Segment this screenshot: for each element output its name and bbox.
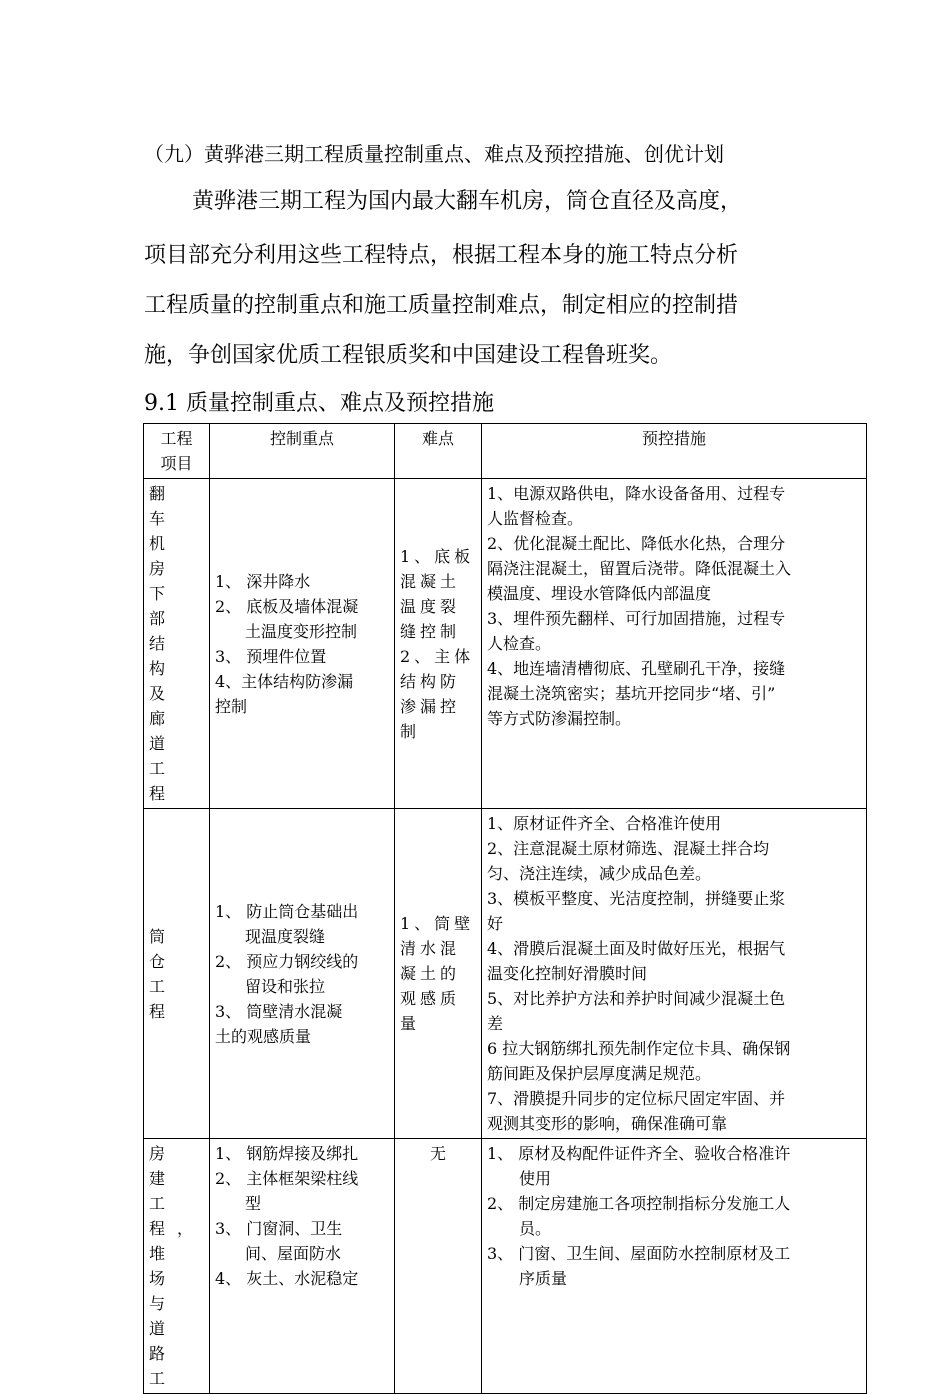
measure-line: 3、模板平整度、光洁度控制，拼缝要止浆 bbox=[487, 889, 786, 908]
key-point-line: 2、 预应力钢绞线的 bbox=[215, 951, 359, 971]
key-point-line: 控制 bbox=[215, 696, 248, 716]
key-point-line: 3、 筒壁清水混凝 bbox=[215, 1001, 343, 1021]
measure-line: 差 bbox=[487, 1014, 504, 1033]
project-name: 筒仓工程 bbox=[149, 926, 178, 1021]
measure-line: 使用 bbox=[487, 1169, 552, 1188]
table-row bbox=[144, 479, 867, 809]
measure-line: 序质量 bbox=[487, 1269, 568, 1288]
project-name: 房建工程，堆场与道路工 bbox=[149, 1144, 206, 1388]
project-cell bbox=[144, 1139, 210, 1394]
intro-line-4: 施，争创国家优质工程银质奖和中国建设工程鲁班奖。 bbox=[144, 343, 673, 368]
measure-line: 7、滑膜提升同步的定位标尺固定牢固、并 bbox=[487, 1089, 786, 1108]
key-point-line: 间、屋面防水 bbox=[245, 1244, 342, 1263]
table-row bbox=[144, 809, 867, 1139]
key-points-cell bbox=[210, 479, 395, 809]
key-point-line: 现温度裂缝 bbox=[245, 926, 326, 946]
key-point-line: 1、 深井降水 bbox=[215, 571, 311, 591]
section-heading: （九）黄骅港三期工程质量控制重点、难点及预控措施、创优计划 bbox=[144, 142, 724, 166]
measure-line: 员。 bbox=[487, 1219, 552, 1238]
header-key-points: 控制重点 bbox=[210, 424, 395, 479]
measure-line: 1、原材证件齐全、合格准许使用 bbox=[487, 814, 722, 833]
table-row bbox=[144, 1139, 867, 1394]
intro-line-2: 项目部充分利用这些工程特点，根据工程本身的施工特点分析 bbox=[144, 243, 739, 268]
measure-line: 等方式防渗漏控制。 bbox=[487, 709, 632, 728]
header-difficulties: 难点 bbox=[395, 424, 482, 479]
difficulties-cell bbox=[395, 1139, 482, 1394]
difficulties-cell bbox=[395, 809, 482, 1139]
key-points-cell bbox=[210, 809, 395, 1139]
measure-line: 混凝土浇筑密实；基坑开挖同步“堵、引” bbox=[487, 684, 776, 703]
measure-line: 2、优化混凝土配比、降低水化热，合理分 bbox=[487, 534, 786, 553]
key-point-line: 1、 钢筋焊接及绑扎 bbox=[215, 1144, 359, 1163]
measure-line: 4、地连墙清槽彻底、孔壁刷孔干净，接缝 bbox=[487, 659, 786, 678]
measure-line: 人检查。 bbox=[487, 634, 552, 653]
measure-line: 隔浇注混凝土，留置后浇带。降低混凝土入 bbox=[487, 559, 792, 578]
key-point-line: 土的观感质量 bbox=[215, 1026, 312, 1046]
header-measures: 预控措施 bbox=[482, 424, 867, 479]
measure-line: 筋间距及保护层厚度满足规范。 bbox=[487, 1064, 712, 1083]
measure-line: 3、埋件预先翻样、可行加固措施，过程专 bbox=[487, 609, 786, 628]
key-point-line: 3、 门窗洞、卫生 bbox=[215, 1219, 343, 1238]
project-cell bbox=[144, 479, 210, 809]
header-project-line-1: 工程 bbox=[160, 429, 193, 448]
key-point-line: 2、 底板及墙体混凝 bbox=[215, 596, 359, 616]
key-point-line: 型 bbox=[245, 1194, 262, 1213]
measure-line: 6 拉大钢筋绑扎预先制作定位卡具、确保钢 bbox=[487, 1039, 791, 1058]
key-point-line: 2、 主体框架梁柱线 bbox=[215, 1169, 359, 1188]
project-name: 翻车机房下部结构及廊道工程 bbox=[149, 484, 178, 803]
measure-line: 2、注意混凝土原材筛选、混凝土拌合均 bbox=[487, 839, 770, 858]
measure-line: 人监督检查。 bbox=[487, 509, 584, 528]
measure-line: 3、 门窗、卫生间、屋面防水控制原材及工 bbox=[487, 1244, 791, 1263]
intro-line-1: 黄骅港三期工程为国内最大翻车机房，筒仓直径及高度， bbox=[192, 189, 743, 214]
measure-line: 1、 原材及构配件证件齐全、验收合格准许 bbox=[487, 1144, 791, 1163]
measure-line: 匀、浇注连续，减少成品色差。 bbox=[487, 864, 712, 883]
key-point-line: 3、 预埋件位置 bbox=[215, 646, 327, 666]
measure-line: 观测其变形的影响，确保准确可靠 bbox=[487, 1114, 728, 1133]
measure-line: 好 bbox=[487, 914, 504, 933]
intro-line-3: 工程质量的控制重点和施工质量控制难点，制定相应的控制措 bbox=[144, 293, 739, 318]
table-header-row bbox=[144, 424, 867, 479]
key-point-line: 4、主体结构防渗漏 bbox=[215, 671, 354, 691]
measure-line: 1、电源双路供电，降水设备备用、过程专 bbox=[487, 484, 786, 503]
key-points-cell bbox=[210, 1139, 395, 1394]
difficulty-text: 1、底板混凝土温度裂缝控制 2、主体结构防渗漏控制 bbox=[400, 546, 475, 741]
key-point-line: 4、 灰土、水泥稳定 bbox=[215, 1269, 359, 1288]
measure-line: 2、 制定房建施工各项控制指标分发施工人 bbox=[487, 1194, 791, 1213]
measures-cell bbox=[482, 479, 867, 809]
measures-cell bbox=[482, 1139, 867, 1394]
difficulty-text: 无 bbox=[429, 1144, 446, 1163]
table-heading: 9.1 质量控制重点、难点及预控措施 bbox=[144, 391, 494, 416]
key-point-line: 留设和张拉 bbox=[245, 976, 326, 996]
measure-line: 4、滑膜后混凝土面及时做好压光，根据气 bbox=[487, 939, 786, 958]
quality-control-table bbox=[143, 423, 867, 1394]
header-project bbox=[144, 424, 210, 479]
measure-line: 模温度、埋设水管降低内部温度 bbox=[487, 584, 712, 603]
key-point-line: 土温度变形控制 bbox=[245, 621, 358, 641]
project-cell bbox=[144, 809, 210, 1139]
difficulties-cell bbox=[395, 479, 482, 809]
header-project-line-2: 项目 bbox=[160, 454, 193, 473]
measure-line: 5、对比养护方法和养护时间减少混凝土色 bbox=[487, 989, 786, 1008]
measure-line: 温变化控制好滑膜时间 bbox=[487, 964, 648, 983]
difficulty-text: 1、筒壁清水混凝土的观感质量 bbox=[400, 914, 475, 1033]
measures-cell bbox=[482, 809, 867, 1139]
key-point-line: 1、 防止筒仓基础出 bbox=[215, 901, 359, 921]
